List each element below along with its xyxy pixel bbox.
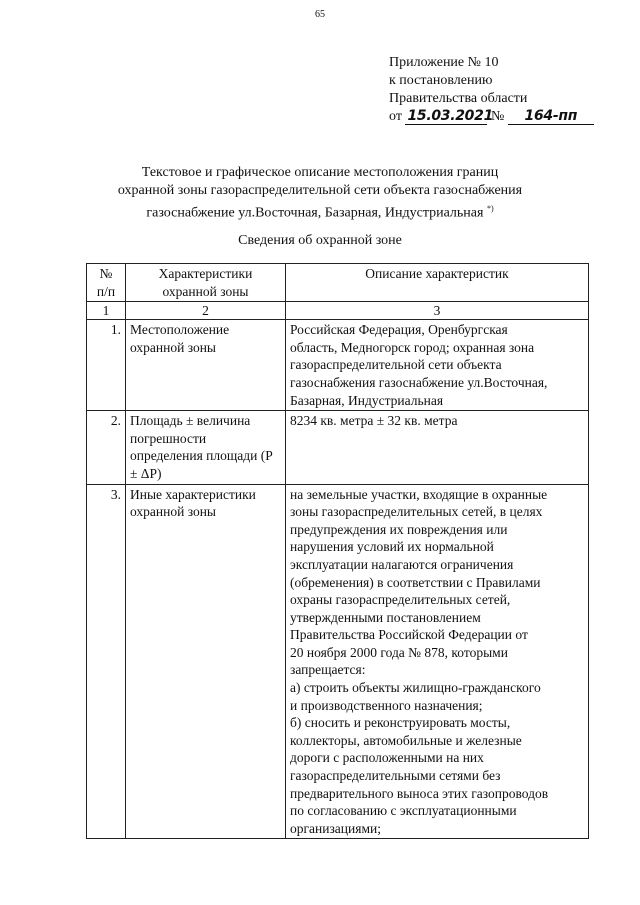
description-line: зоны газораспределительных сетей, в целях [290, 504, 543, 520]
description-line: а) строить объекты жилищно-гражданского [290, 680, 541, 696]
description-line: охраны газораспределительных сетей, [290, 592, 511, 608]
row-number: 3. [87, 484, 126, 839]
description-line: Правительства Российской Федерации от [290, 627, 528, 643]
description-line: 8234 кв. метра ± 32 кв. метра [290, 413, 458, 429]
column-numbers-row [87, 302, 589, 320]
row-characteristic: Местоположение охранной зоны [126, 320, 286, 411]
description-line: утвержденными постановлением [290, 609, 481, 625]
description-line: дороги с расположенными на них [290, 750, 484, 766]
page-number: 65 [315, 9, 325, 20]
table-row [87, 411, 589, 484]
description-line: предварительного выноса этих газопроводов [290, 785, 549, 801]
row-number: 1. [87, 320, 126, 411]
description-line: газораспределительной сети объекта [290, 357, 502, 373]
appendix-line-4 [389, 108, 594, 126]
column-number: 2 [126, 302, 286, 320]
description-line: Базарная, Индустриальная [290, 392, 444, 408]
appendix-line-1: Приложение № 10 [389, 55, 499, 70]
description-line: предупреждения их повреждения или [290, 521, 508, 537]
header-cell-characteristics [126, 264, 286, 302]
description-line: область, Медногорск город; охранная зона [290, 339, 535, 355]
appendix-block [389, 54, 594, 126]
header-characteristics-text: Характеристики охранной зоны [158, 266, 253, 299]
document-title [60, 164, 580, 223]
header-cell-description: Описание характеристик [286, 264, 589, 302]
header-cell-num [87, 264, 126, 302]
footnote-mark: *) [486, 204, 494, 213]
description-line: на земельные участки, входящие в охранные [290, 486, 548, 502]
row-number: 2. [87, 411, 126, 484]
table-row [87, 484, 589, 839]
description-line: запрещается: [290, 662, 366, 678]
handwritten-number: 164-пп [508, 109, 594, 125]
row-description [286, 484, 589, 839]
table-header-row [87, 264, 589, 302]
description-line: газоснабжения газоснабжение ул.Восточная, [290, 374, 548, 390]
description-line: Российская Федерация, Оренбургская [290, 322, 508, 338]
title-line-1: Текстовое и графическое описание местоположения границ [141, 165, 499, 180]
row-characteristic: Иные характеристики охранной зоны [126, 484, 286, 839]
column-number: 3 [286, 302, 589, 320]
description-line: б) сносить и реконструировать мосты, [290, 715, 511, 731]
number-label: № [490, 109, 505, 124]
table-row [87, 320, 589, 411]
row-characteristic: Площадь ± величина погрешности определения площади (P ± ΔP) [126, 411, 286, 484]
section-subtitle: Сведения об охранной зоне [238, 233, 402, 248]
column-number: 1 [87, 302, 126, 320]
title-line-3-text: газоснабжение ул.Восточная, Базарная, Индустриальная [146, 205, 484, 221]
description-line: эксплуатации налагаются ограничения [290, 556, 514, 572]
row-description [286, 411, 589, 484]
row-description [286, 320, 589, 411]
from-label: от [389, 109, 402, 124]
description-line: коллекторы, автомобильные и железные [290, 732, 522, 748]
description-line: организациями; [290, 820, 381, 836]
description-line: газораспределительными сетями без [290, 768, 501, 784]
header-num-text: № п/п [96, 266, 116, 299]
title-line-3 [60, 200, 580, 223]
description-line: по согласованию с эксплуатационными [290, 803, 517, 819]
title-line-2: охранной зоны газораспределительной сети объекта газоснабжения [117, 183, 523, 198]
handwritten-date: 15.03.2021 [407, 108, 494, 124]
appendix-line-3: Правительства области [389, 91, 528, 106]
zone-info-table [86, 263, 589, 839]
appendix-line-2: к постановлению [389, 73, 493, 88]
description-line: (обременения) в соответствии с Правилами [290, 574, 541, 590]
description-line: нарушения условий их нормальной [290, 539, 494, 555]
description-line: и производственного назначения; [290, 697, 483, 713]
description-line: 20 ноября 2000 года № 878, которыми [290, 644, 508, 660]
